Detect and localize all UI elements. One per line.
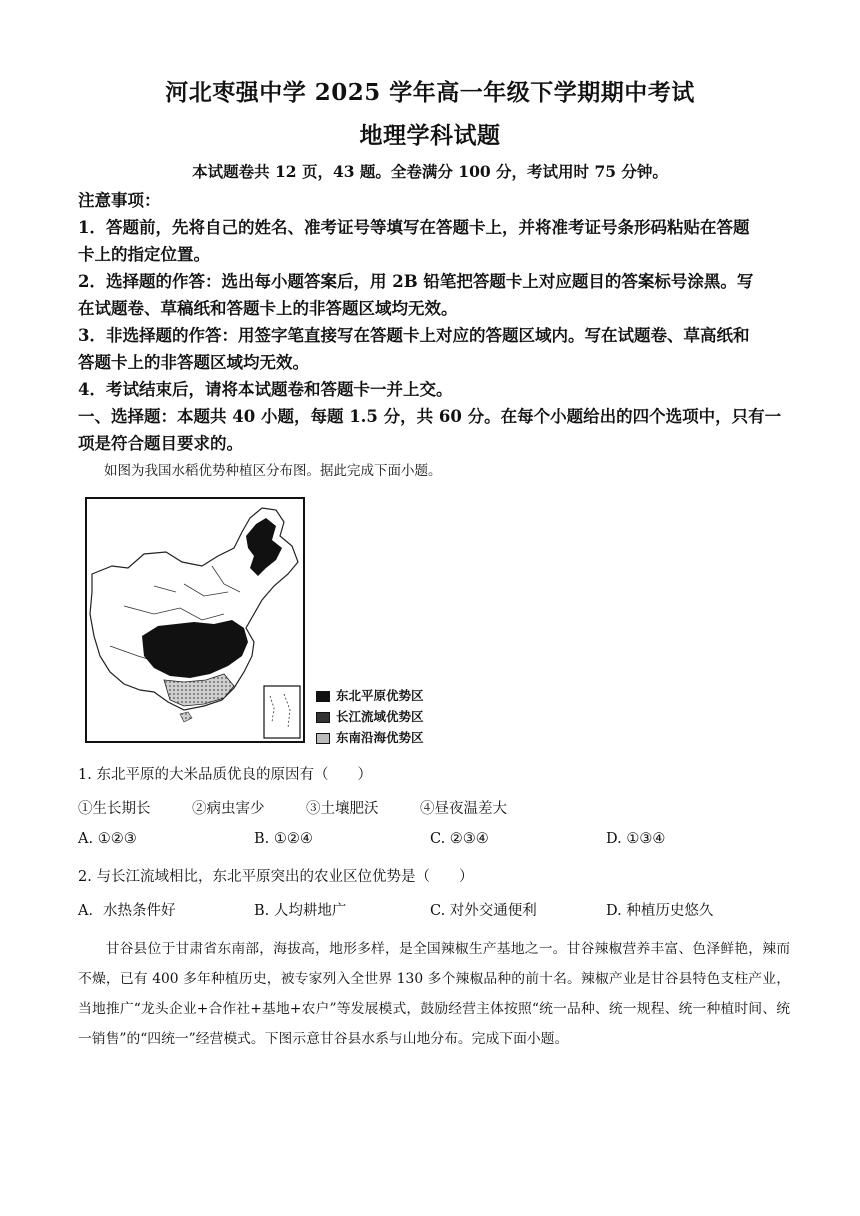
- q2-option-c[interactable]: C. 对外交通便利: [430, 903, 537, 919]
- exam-subtitle: 地理学科试题: [359, 122, 501, 149]
- legend-swatch: [316, 712, 330, 723]
- question-1-stem: 1. 东北平原的大米品质优良的原因有（ ）: [78, 767, 372, 783]
- note-line: 3．非选择题的作答：用签字笔直接写在答题卡上对应的答题区域内。写在试题卷、草高纸和: [78, 326, 750, 345]
- notes-heading: 注意事项：: [78, 191, 161, 210]
- q1-option-a[interactable]: A. ①②③: [78, 831, 137, 847]
- passage-text: 甘谷县位于甘肃省东南部，海拔高，地形多样，是全国辣椒生产基地之一。甘谷辣椒营养丰富、色泽鲜艳，辣而不燥，已有 400 多年种植历史，被专家列入全世界 130 多个辣椒品种的前十名。辣椒产业是甘谷县特色支柱产业，当地推广“龙头企业+合作社+基地+农户”等发展模式，鼓励经营主体按照“统一品种、统一规程、统一种植时间、统一销售”的“四统一”经营模式。下图示意甘谷县水系与山地分布。完成下面小题。: [78, 941, 790, 1047]
- q1-option-b[interactable]: B. ①②④: [254, 831, 313, 847]
- note-line: 2．选择题的作答：选出每小题答案后，用 2B 铅笔把答题卡上对应题目的答案标号涂黑。写: [78, 272, 754, 291]
- q1-item: ③土壤肥沃: [306, 801, 379, 817]
- note-line: 在试题卷、草稿纸和答题卡上的非答题区域均无效。: [78, 299, 458, 318]
- legend-label: 长江流域优势区: [336, 709, 424, 724]
- q2-option-a[interactable]: A．水热条件好: [78, 903, 176, 919]
- note-line: 卡上的指定位置。: [78, 245, 210, 264]
- legend-label: 东南沿海优势区: [336, 730, 424, 745]
- note-line: 1．答题前，先将自己的姓名、准考证号等填写在答题卡上，并将准考证号条形码粘贴在答题: [78, 218, 750, 237]
- section-heading: 项是符合题目要求的。: [78, 434, 243, 453]
- note-line: 4．考试结束后，请将本试题卷和答题卡一并上交。: [78, 380, 453, 399]
- section-heading: 一、选择题：本题共 40 小题，每题 1.5 分，共 60 分。在每个小题给出的四个选项中，只有一: [78, 407, 782, 426]
- legend-swatch: [316, 733, 330, 744]
- legend-swatch: [316, 691, 330, 702]
- q1-item: ④昼夜温差大: [420, 801, 507, 817]
- legend-southeast: [316, 728, 424, 746]
- q2-option-d[interactable]: D. 种植历史悠久: [606, 903, 714, 919]
- q2-option-b[interactable]: B. 人均耕地广: [254, 903, 347, 919]
- legend-yangtze: [316, 707, 424, 725]
- note-line: 答题卡上的非答题区域均无效。: [78, 353, 309, 372]
- q1-item: ①生长期长: [78, 801, 151, 817]
- q1-item: ②病虫害少: [192, 801, 265, 817]
- legend-northeast: [316, 686, 424, 704]
- intro-text: 如图为我国水稻优势种植区分布图。据此完成下面小题。: [104, 463, 442, 479]
- exam-title: 河北枣强中学 2025 学年高一年级下学期期中考试: [165, 79, 695, 106]
- question-2-stem: 2. 与长江流域相比，东北平原突出的农业区位优势是（ ）: [78, 869, 474, 885]
- legend-label: 东北平原优势区: [336, 688, 424, 703]
- south-sea-inset: [264, 686, 300, 738]
- q1-option-d[interactable]: D. ①③④: [606, 831, 666, 847]
- exam-info: 本试题卷共 12 页，43 题。全卷满分 100 分，考试用时 75 分钟。: [192, 162, 668, 181]
- q1-option-c[interactable]: C. ②③④: [430, 831, 489, 847]
- passage-ganggu: [78, 934, 790, 1054]
